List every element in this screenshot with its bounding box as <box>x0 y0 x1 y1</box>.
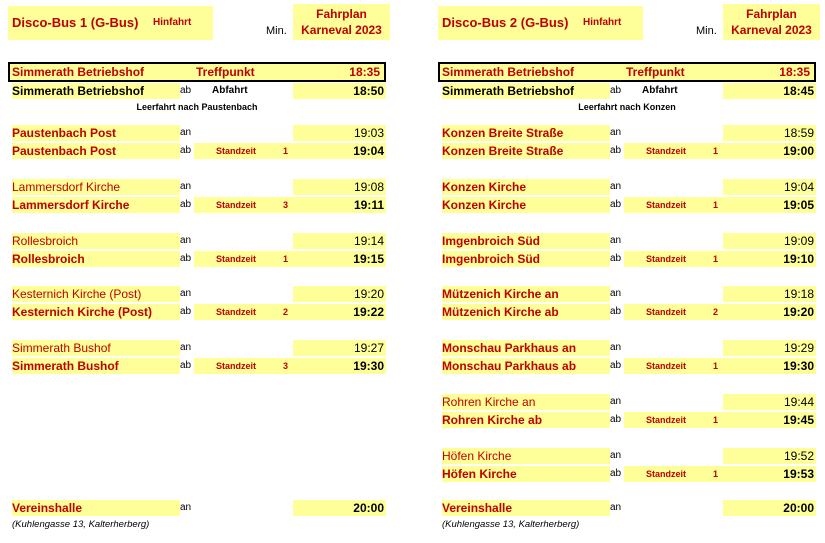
wait-minutes: 2 <box>713 307 719 317</box>
departure-row <box>8 143 386 159</box>
direction: an <box>610 127 622 138</box>
direction: an <box>180 181 192 192</box>
stop-time: 19:44 <box>723 394 816 410</box>
wait-label: Standzeit <box>646 307 687 317</box>
departure-row <box>8 83 386 99</box>
stop-name: Monschau Parkhaus an <box>442 340 610 356</box>
arrival-row <box>438 233 816 249</box>
stop-name: Imgenbroich Süd <box>442 251 610 267</box>
wait-label: Standzeit <box>646 200 687 210</box>
direction: an <box>610 396 622 407</box>
header-title-box <box>438 6 643 40</box>
wait-time-cell <box>624 197 724 213</box>
wait-label: Standzeit <box>216 146 257 156</box>
arrival-row <box>438 286 816 302</box>
stop-time: 19:10 <box>723 251 816 267</box>
stop-time: 19:09 <box>723 233 816 249</box>
direction: an <box>180 288 192 299</box>
schedule-title: Fahrplan <box>316 7 367 21</box>
stop-name: Simmerath Betriebshof <box>442 83 610 99</box>
departure-row <box>8 304 386 320</box>
stop-time: 19:53 <box>723 466 816 482</box>
meeting-stop: Simmerath Betriebshof <box>442 65 575 79</box>
stop-name: Kesternich Kirche (Post) <box>12 304 180 320</box>
departure-row <box>438 143 816 159</box>
stop-name: Mützenich Kirche an <box>442 286 610 302</box>
meeting-label: Treffpunkt <box>626 65 685 79</box>
stop-time: 19:20 <box>293 286 386 302</box>
schedule-season: Karneval 2023 <box>731 23 812 37</box>
departure-row <box>8 358 386 374</box>
arrival-row <box>8 340 386 356</box>
stop-time: 19:11 <box>293 197 386 213</box>
direction-label: Hinfahrt <box>583 17 622 28</box>
direction: an <box>610 235 622 246</box>
departure-row <box>8 251 386 267</box>
empty-run-note: Leerfahrt nach Konzen <box>578 102 676 112</box>
wait-time-cell <box>194 197 294 213</box>
direction: ab <box>610 414 622 425</box>
meeting-label: Treffpunkt <box>196 65 255 79</box>
wait-minutes: 1 <box>713 254 719 264</box>
stop-time: 19:52 <box>723 448 816 464</box>
stop-name: Paustenbach Post <box>12 125 180 141</box>
minutes-label: Min. <box>266 25 287 37</box>
stop-time: 19:14 <box>293 233 386 249</box>
final-stop-row <box>438 500 816 516</box>
stop-name: Simmerath Betriebshof <box>12 83 180 99</box>
minutes-label: Min. <box>696 25 717 37</box>
arrival-row <box>438 340 816 356</box>
wait-time-cell <box>624 466 724 482</box>
stop-name: Paustenbach Post <box>12 143 180 159</box>
wait-minutes: 1 <box>713 200 719 210</box>
departure-row <box>438 251 816 267</box>
arrival-row <box>438 179 816 195</box>
stop-time: 19:20 <box>723 304 816 320</box>
wait-time-cell <box>624 251 724 267</box>
direction: ab <box>610 468 622 479</box>
wait-minutes: 1 <box>713 146 719 156</box>
direction: an <box>180 127 192 138</box>
arrival-row <box>438 448 816 464</box>
departure-row <box>438 358 816 374</box>
stop-time: 19:04 <box>723 179 816 195</box>
meeting-point-row <box>438 62 816 82</box>
direction: ab <box>610 85 622 96</box>
wait-minutes: 2 <box>283 307 289 317</box>
wait-minutes: 3 <box>283 361 289 371</box>
stop-name: Konzen Kirche <box>442 179 610 195</box>
stop-time: 19:00 <box>723 143 816 159</box>
arrival-row <box>8 286 386 302</box>
bus-title: Disco-Bus 1 (G-Bus) <box>12 15 139 30</box>
stop-name: Imgenbroich Süd <box>442 233 610 249</box>
stop-name: Konzen Breite Straße <box>442 125 610 141</box>
stop-time: 19:29 <box>723 340 816 356</box>
stop-name: Höfen Kirche <box>442 466 610 482</box>
departure-row <box>438 304 816 320</box>
stop-name: Kesternich Kirche (Post) <box>12 286 180 302</box>
stop-time: 19:08 <box>293 179 386 195</box>
wait-minutes: 1 <box>713 361 719 371</box>
departure-row <box>438 466 816 482</box>
stop-name: Simmerath Bushof <box>12 358 180 374</box>
wait-time-cell <box>624 412 724 428</box>
departure-row <box>438 412 816 428</box>
direction: an <box>610 342 622 353</box>
stop-name: Lammersdorf Kirche <box>12 197 180 213</box>
departure-row <box>8 197 386 213</box>
stop-name: Rohren Kirche ab <box>442 412 610 428</box>
stop-time: 19:45 <box>723 412 816 428</box>
direction: ab <box>180 199 192 210</box>
stop-time: 19:18 <box>723 286 816 302</box>
direction: an <box>180 235 192 246</box>
schedule-season: Karneval 2023 <box>301 23 382 37</box>
final-stop-row <box>8 500 386 516</box>
stop-name: Rollesbroich <box>12 233 180 249</box>
venue-address: (Kuhlengasse 13, Kalterherberg) <box>12 519 150 530</box>
arrival-row <box>8 233 386 249</box>
stop-time: 19:30 <box>293 358 386 374</box>
bus-title: Disco-Bus 2 (G-Bus) <box>442 15 569 30</box>
stop-name: Rollesbroich <box>12 251 180 267</box>
direction: ab <box>610 145 622 156</box>
departure-label: Abfahrt <box>212 85 248 96</box>
arrival-row <box>438 125 816 141</box>
wait-time-cell <box>194 304 294 320</box>
wait-time-cell <box>624 358 724 374</box>
stop-time: 19:15 <box>293 251 386 267</box>
stop-name: Lammersdorf Kirche <box>12 179 180 195</box>
stop-name: Rohren Kirche an <box>442 394 610 410</box>
direction: an <box>610 288 622 299</box>
departure-row <box>438 83 816 99</box>
direction: ab <box>180 85 192 96</box>
stop-time: 18:45 <box>723 83 816 99</box>
stop-time: 19:30 <box>723 358 816 374</box>
wait-label: Standzeit <box>646 415 687 425</box>
meeting-stop: Simmerath Betriebshof <box>12 65 145 79</box>
wait-time-cell <box>624 304 724 320</box>
wait-label: Standzeit <box>646 469 687 479</box>
stop-name: Vereinshalle <box>12 500 180 516</box>
wait-label: Standzeit <box>216 361 257 371</box>
empty-run-note: Leerfahrt nach Paustenbach <box>136 102 258 112</box>
stop-time: 20:00 <box>293 500 386 516</box>
stop-name: Mützenich Kirche ab <box>442 304 610 320</box>
wait-time-cell <box>194 251 294 267</box>
stop-time: 19:27 <box>293 340 386 356</box>
direction: ab <box>610 253 622 264</box>
direction: ab <box>180 145 192 156</box>
wait-minutes: 1 <box>713 415 719 425</box>
meeting-time: 18:35 <box>779 65 810 79</box>
schedule-badge <box>723 4 820 40</box>
timetable-bus-1 <box>8 0 398 543</box>
stop-name: Konzen Kirche <box>442 197 610 213</box>
departure-row <box>438 197 816 213</box>
direction-label: Hinfahrt <box>153 17 192 28</box>
direction: an <box>610 450 622 461</box>
stop-time: 18:59 <box>723 125 816 141</box>
arrival-row <box>8 179 386 195</box>
stop-time: 19:22 <box>293 304 386 320</box>
wait-label: Standzeit <box>646 146 687 156</box>
wait-minutes: 1 <box>283 254 289 264</box>
direction: ab <box>180 253 192 264</box>
meeting-time: 18:35 <box>349 65 380 79</box>
wait-label: Standzeit <box>216 200 257 210</box>
direction: an <box>610 502 622 513</box>
stop-name: Simmerath Bushof <box>12 340 180 356</box>
wait-minutes: 3 <box>283 200 289 210</box>
wait-time-cell <box>624 143 724 159</box>
venue-address: (Kuhlengasse 13, Kalterherberg) <box>442 519 580 530</box>
departure-label: Abfahrt <box>642 85 678 96</box>
stop-time: 19:04 <box>293 143 386 159</box>
direction: ab <box>610 306 622 317</box>
wait-time-cell <box>194 358 294 374</box>
timetable-bus-2 <box>438 0 825 543</box>
stop-time: 18:50 <box>293 83 386 99</box>
wait-minutes: 1 <box>713 469 719 479</box>
schedule-badge <box>293 4 390 40</box>
wait-label: Standzeit <box>216 307 257 317</box>
stop-name: Höfen Kirche <box>442 448 610 464</box>
stop-time: 19:03 <box>293 125 386 141</box>
direction: an <box>180 502 192 513</box>
direction: an <box>610 181 622 192</box>
schedule-title: Fahrplan <box>746 7 797 21</box>
direction: ab <box>610 199 622 210</box>
direction: ab <box>180 360 192 371</box>
wait-label: Standzeit <box>646 361 687 371</box>
stop-time: 19:05 <box>723 197 816 213</box>
arrival-row <box>8 125 386 141</box>
arrival-row <box>438 394 816 410</box>
wait-time-cell <box>194 143 294 159</box>
stop-name: Konzen Breite Straße <box>442 143 610 159</box>
header-title-box <box>8 6 213 40</box>
wait-label: Standzeit <box>646 254 687 264</box>
stop-time: 20:00 <box>723 500 816 516</box>
wait-label: Standzeit <box>216 254 257 264</box>
stop-name: Monschau Parkhaus ab <box>442 358 610 374</box>
direction: ab <box>610 360 622 371</box>
direction: ab <box>180 306 192 317</box>
wait-minutes: 1 <box>283 146 289 156</box>
direction: an <box>180 342 192 353</box>
stop-name: Vereinshalle <box>442 500 610 516</box>
meeting-point-row <box>8 62 386 82</box>
